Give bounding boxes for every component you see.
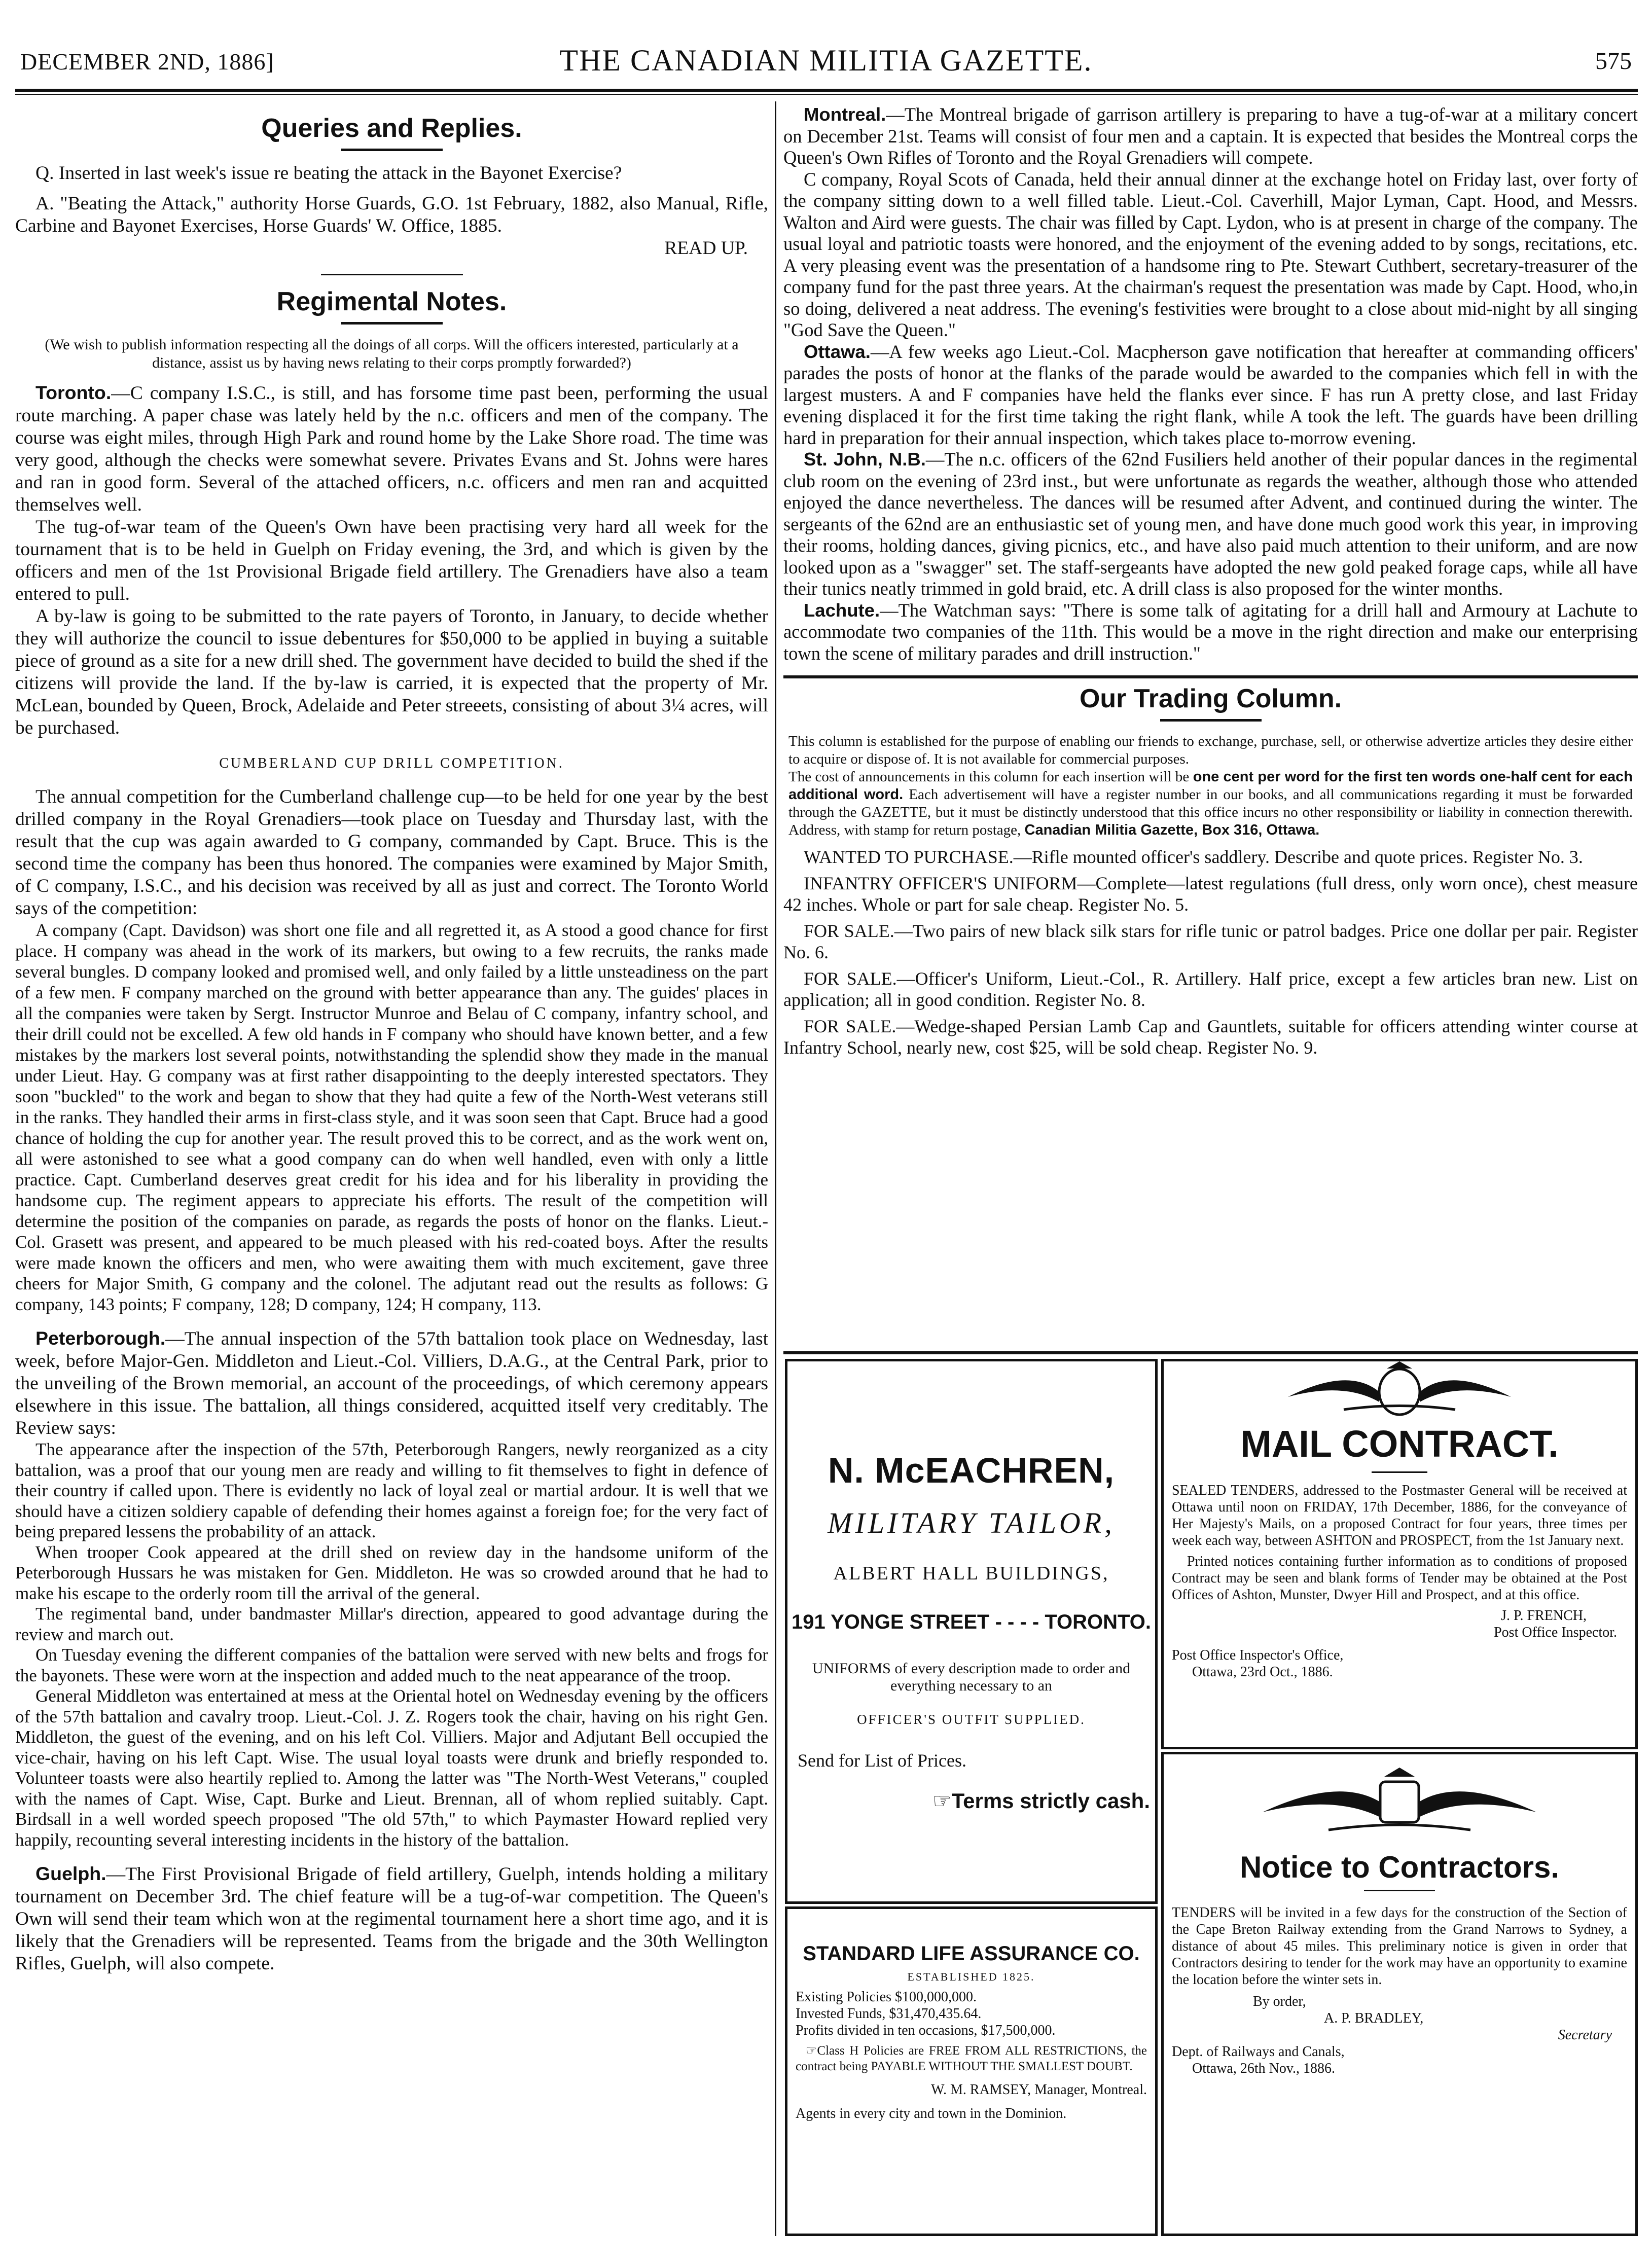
header-rule — [15, 89, 1638, 92]
contractors-dept: Dept. of Railways and Canals, — [1172, 2044, 1345, 2060]
contractors-date: Ottawa, 26th Nov., 1886. — [1192, 2061, 1336, 2076]
cup-quote-paragraph: A company (Capt. Davidson) was short one file and all regretted it, as A stood a good chance for first place. H company was ahead in the work of its markers, but owing to a few recruits, the ranks made several bungles. D company looked and promised well, and only failed by a little unsteadiness on the part of a few men. F company marched on the ground with better appearance than any. The guides' places in all the companies were taken by Sergt. Instructor Munroe and Belau of C company, infantry school, and their drill could not be excelled. A few old hands in F company who should have known better, and a few mistakes by the markers lost several points, notwithstanding the splendid show they made in the manual under Lieut. Hay. G company was at first rather disappointing to the deeply interested spectators. They soon "buckled" to the work and began to show that they had quite a few of the North-West veterans still in the ranks. They handled their arms in first-class style, and it was soon seen that Capt. Bruce had a good chance of holding the cup for another year. The result proved this to be correct, and as the work went on, all were astonished to see what a good company can do when well handled, even with only a little practice. Capt. Cumberland deserves great credit for his idea and for his liberality in providing the handsome cup. The regiment appears to appreciate his efforts. The result of the competition will determine the position of the companies on parade, as regards the posts of honor on the flanks. Lieut.-Col. Grasett was present, and appeared to be much pleased with his red-coated boys. After the results were made known the officers and men, who were awaiting them with much excitement, gave three cheers for Major Smith, G company and the colonel. The adjutant read out the results as follows: G company, 143 points; F company, 128; D company, 124; H company, 113. — [15, 920, 768, 1314]
contractors-ad — [1161, 1752, 1638, 2236]
right-column — [783, 104, 1638, 1058]
peterborough-paragraph: Peterborough.—The annual inspection of the 57th battalion took place on Wednesday, last week, before Major-Gen. Middleton and Lieut.-Col. Villiers, D.A.G., at the Central Park, prior to the unveiling of the Brown memorial, an account of the proceedings, of which ceremony appears elsewhere in this issue. The battalion, all things considered, acquitted itself very creditably. The Review says: — [15, 1327, 768, 1438]
trading-rule — [783, 675, 1638, 678]
life-heading: STANDARD LIFE ASSURANCE CO. — [803, 1942, 1140, 1965]
cup-paragraph: The annual competition for the Cumberland challenge cup—to be held for one year by the best drilled company in the Royal Grenadiers—took place on Tuesday and Thursday last, with the result that the cup was again awarded to G company, commanded by Capt. Bruce. This is the second time the company has been thus honored. The companies were examined by Major Smith, of C company, I.S.C., and his decision was received by all as just and correct. The Toronto World says of the competition: — [15, 786, 768, 919]
query-question: Q. Inserted in last week's issue re beating the attack in the Bayonet Exercise? — [35, 163, 622, 184]
cumberland-subheading: CUMBERLAND CUP DRILL COMPETITION. — [219, 755, 564, 771]
pointing-hand-icon: ☞ — [932, 1789, 952, 1813]
regimental-note: (We wish to publish information respecting all the doings of all corps. Will the officers interested, particularly at a distance, assist us by having news relating to their corps promptly forwarded?) — [45, 336, 739, 371]
place-toronto: Toronto. — [35, 382, 112, 403]
section-rule — [321, 274, 463, 275]
montreal-paragraph: Montreal.—The Montreal brigade of garrison artillery is preparing to have a tug-of-war at a military concert on December 21st. Teams will consist of four men and a captain. It is expected that besides the Montreal corps the Queen's Own Rifles of Toronto and the Royal Grenadiers will compete. — [783, 104, 1638, 168]
heading-rule — [1160, 719, 1262, 722]
tailor-terms: ☞Terms strictly cash. — [932, 1789, 1150, 1813]
mail-office: Post Office Inspector's Office, — [1172, 1647, 1344, 1663]
mail-paragraph: SEALED TENDERS, addressed to the Postmaster General will be received at Ottawa until noon on FRIDAY, 17th December, 1886, for the conveyance of Her Majesty's Mails, on a proposed Contract for four years, three times per week each way, between ASHTON and PROSPECT, from the 1st January next. — [1172, 1483, 1627, 1549]
regimental-heading: Regimental Notes. — [276, 287, 507, 316]
place-lachute: Lachute. — [804, 599, 880, 621]
tailor-building: ALBERT HALL BUILDINGS, — [833, 1563, 1109, 1584]
royal-arms-icon — [1268, 1361, 1531, 1417]
contractors-heading: Notice to Contractors. — [1239, 1850, 1560, 1884]
heading-rule — [1372, 1471, 1427, 1473]
trading-item: FOR SALE.—Wedge-shaped Persian Lamb Cap and Gauntlets, suitable for officers attending winter course at Infantry School, nearly new, cost $25, will be sold cheap. Register No. 9. — [783, 1016, 1638, 1058]
life-agents: Agents in every city and town in the Dominion. — [796, 2106, 1067, 2121]
tailor-street: 191 YONGE STREET - - - - TORONTO. — [791, 1611, 1151, 1633]
peterborough-quote-3: The regimental band, under bandmaster Millar's direction, appeared to good advantage during the review and march out. — [15, 1604, 768, 1644]
mail-heading: MAIL CONTRACT. — [1240, 1423, 1559, 1465]
page-number: 575 — [1595, 48, 1632, 75]
life-line: Profits divided in ten occasions, $17,500,000. — [796, 2023, 1056, 2038]
place-guelph: Guelph. — [35, 1863, 106, 1884]
left-column — [15, 104, 768, 1975]
mail-contract-ad — [1161, 1359, 1638, 1749]
tailor-ad — [785, 1359, 1158, 1904]
mail-signature-title: Post Office Inspector. — [1494, 1625, 1617, 1640]
publication-title: THE CANADIAN MILITIA GAZETTE. — [559, 44, 1093, 77]
life-established: ESTABLISHED 1825. — [907, 1970, 1035, 1983]
peterborough-quote-1: The appearance after the inspection of the 57th, Peterborough Rangers, newly reorganized as a city battalion, was a proof that our young men are ready and willing to fit themselves to fight in defence of their country if called upon. There is evidently no lack of loyal zeal or martial ardour. It is well that we should have a citizen soldiery capable of defending their homes against a foreign foe; for the very fact of being prepared lessens the probability of an attack. — [15, 1439, 768, 1541]
life-line: Invested Funds, $31,470,435.64. — [796, 2006, 982, 2022]
page-header — [20, 43, 1632, 89]
toronto-bylaw-paragraph: A by-law is going to be submitted to the rate payers of Toronto, in January, to decide whether they will authorize the council to issue debentures for $50,000 to be applied in buying a suitable piece of ground as a site for a new drill shed. The government have decided to build the shed if the citizens will provide the land. If the by-law is carried, it is expected that the property of Mr. McLean, bounded by Queen, Brock, Adelaide and Peter streeets, consisting of about 3¼ acres, will be purchased. — [15, 606, 769, 738]
mail-paragraph: Printed notices containing further information as to conditions of proposed Contract may be seen and blank forms of Tender may be obtained at the Post Offices of Ashton, Munster, Dwyer Hill and Prospect, and at this office. — [1172, 1554, 1627, 1603]
header-rule-thin — [15, 94, 1638, 95]
query-answer: A. "Beating the Attack," authority Horse Guards, G.O. 1st February, 1882, also Manual, Rifle, Carbine and Bayonet Exercises, Horse Guards' W. Office, 1885. — [15, 193, 768, 236]
tailor-trade: MILITARY TAILOR, — [828, 1506, 1115, 1539]
trading-item: FOR SALE.—Two pairs of new black silk stars for rifle tunic or patrol badges. Price one dollar per pair. Register No. 6. — [783, 921, 1638, 962]
trading-item: INFANTRY OFFICER'S UNIFORM—Complete—latest regulations (full dress, only worn once), chest measure 42 inches. Whole or part for sale cheap. Register No. 5. — [783, 873, 1638, 915]
place-ottawa: Ottawa. — [804, 341, 871, 362]
trading-intro: This column is established for the purpose of enabling our friends to exchange, purchase, sell, or otherwise advertize articles they desire either to acquire or dispose of. It is not available for commercial purposes. — [788, 733, 1633, 767]
contractors-by-order: By order, — [1253, 1994, 1306, 2009]
place-st-john: St. John, N.B. — [804, 449, 926, 470]
trading-item: WANTED TO PURCHASE.—Rifle mounted officer's saddlery. Describe and quote prices. Register No. 3. — [804, 847, 1583, 867]
guelph-paragraph: Guelph.—The First Provisional Brigade of field artillery, Guelph, intends holding a military tournament on December 3rd. The chief feature will be a tug-of-war competition. The Queen's Own will send their team which won at the regimental tournament here a short time ago, and it is likely that the Grenadiers will be represented. Teams from the brigade and the 30th Wellington Rifles, Guelph, will also compete. — [15, 1863, 768, 1974]
ottawa-paragraph: Ottawa.—A few weeks ago Lieut.-Col. Macpherson gave notification that hereafter at commanding officers' parades the posts of honor at the flanks of the parade would be awarded to the companies which fell in with the largest musters. A and F companies have held the flanks ever since. F has run A pretty close, and last Friday evening displaced it for the first time taking the right flank, while A took the left. The guards have been drilling hard in preparation for their annual inspection, which takes place to-morrow evening. — [783, 341, 1638, 448]
peterborough-quote-2: When trooper Cook appeared at the drill shed on review day in the handsome uniform of the Peterborough Hussars he was mistaken for Gen. Middleton. He was so crowded around that he had to make his escape to the orderly room till the arrival of the general. — [15, 1542, 768, 1603]
peterborough-quote-5: General Middleton was entertained at mess at the Oriental hotel on Wednesday evening by the officers of the 57th battalion and cavalry troop. Lieut.-Col. J. Z. Rogers took the chair, having on his right Gen. Middleton, the guest of the evening, and on his left Col. Villiers. Major and Adjutant Bell occupied the vice-chair, having on his left Capt. Wise. The usual loyal toasts were drunk and briefly responded to. Volunteer toasts were also heartily replied to. Among the latter was "The North-West Veterans," coupled with the names of Capt. Wise, Capt. Burke and Lieut. Brennan, all of whom replied suitably. Capt. Birdsall in a well worded speech proposed "The old 57th," to which Paymaster Howard replied very happily, recounting several interesting incidents in the history of the battalion. — [15, 1686, 768, 1850]
trading-cost-note: The cost of announcements in this column for each insertion will be one cent per word for the first ten words one-half cent for each additional word. Each advertisement will have a register number in our books, and all communications regarding it must be forwarded through the GAZETTE, but it must be distinctly understood that this office incurs no other responsibility or liability in connection therewith. Address, with stamp for return postage, Canadian Militia Gazette, Box 316, Ottawa. — [788, 769, 1633, 838]
column-divider — [775, 101, 776, 2236]
heading-rule — [341, 149, 443, 151]
mail-signature-name: J. P. FRENCH, — [1501, 1608, 1587, 1624]
tailor-uniforms: UNIFORMS of every description made to order and everything necessary to an — [812, 1660, 1131, 1694]
toronto-tug-paragraph: The tug-of-war team of the Queen's Own have been practising very hard all week for the tournament that is to be held in Guelph on Friday evening, the 3rd, and which is given by the officers and men of the 1st Provisional Brigade field artillery. The Grenadiers have also a team entered to pull. — [15, 517, 768, 604]
tailor-list: Send for List of Prices. — [798, 1750, 966, 1771]
queries-heading: Queries and Replies. — [261, 114, 522, 143]
issue-date: DECEMBER 2ND, 1886] — [20, 49, 274, 75]
trading-heading: Our Trading Column. — [1079, 684, 1342, 713]
peterborough-quote-4: On Tuesday evening the different companies of the battalion were served with new belts and frogs for the bayonets. These were worn at the inspection and added much to the neat appearance of the troop. — [15, 1645, 768, 1685]
contractors-paragraph: TENDERS will be invited in a few days for the construction of the Section of the Cape Breton Railway extending from the Grand Narrows to Sydney, a distance of about 45 miles. This preliminary notice is given in order that Contractors desiring to tender for the work may have an opportunity to examine the location before the winter sets in. — [1172, 1905, 1627, 1988]
life-class-h: ☞Class H Policies are FREE FROM ALL RESTRICTIONS, the contract being PAYABLE WITHOUT THE SMALLEST DOUBT. — [796, 2044, 1147, 2073]
stjohn-paragraph: St. John, N.B.—The n.c. officers of the 62nd Fusiliers held another of their popular dances in the regimental club room on the evening of 23rd inst., but were unfortunate as regards the weather, although those who attended enjoyed the dance nevertheless. The dances will be resumed after Advent, and continued during the winter. The sergeants of the 62nd are an enthusiastic set of young men, and have done much good work this year, in improving their rooms, holding dances, giving picnics, etc., and have also paid much attention to their uniform, and are now looked upon as a "swagger" set. The staff-sergeants have adopted the new gold peaked forage caps, while all have their tunics neatly trimmed in gold braid, etc. A drill class is also proposed for the winter months. — [783, 449, 1638, 599]
toronto-paragraph: Toronto.—C company I.S.C., is still, and has forsome time past been, performing the usual route marching. A paper chase was lately held by the n.c. officers and men of the company. The course was eight miles, through High Park and round home by the Lake Shore road. The time was very good, although the checks were somewhat severe. Privates Evans and St. Johns were hares and ran in good form. Several of the attached officers, n.c. officers and men ran and acquitted themselves well. — [15, 382, 768, 515]
tailor-name: N. McEACHREN, — [828, 1451, 1115, 1490]
royal-arms-icon — [1247, 1767, 1552, 1838]
contractors-signature-name: A. P. BRADLEY, — [1324, 2010, 1424, 2026]
ads-rule — [783, 1351, 1638, 1354]
pointing-hand-icon: ☞ — [806, 2044, 817, 2058]
mail-date: Ottawa, 23rd Oct., 1886. — [1192, 1664, 1333, 1680]
life-assurance-ad — [785, 1906, 1158, 2236]
montreal-dinner-paragraph: C company, Royal Scots of Canada, held their annual dinner at the exchange hotel on Friday last, over forty of the company sitting down to a well filled table. Lieut.-Col. Caverhill, Major Lyman, Capt. Hood, and Messrs. Walton and Aird were guests. The chair was filled by Capt. Lydon, who is at present in charge of the company. The usual loyal and patriotic toasts were honored, and the enjoyment of the evening added to by songs, recitations, etc. A very pleasing event was the presentation of a handsome ring to Pte. Stewart Cuthbert, secretary-treasurer of the company fund for the past three years. At the chairman's request the presentation was made by Capt. Hood, who,in so doing, delivered a neat address. The evening's festivities were brought to a close about mid-night by all singing "God Save the Queen." — [783, 168, 1638, 340]
place-montreal: Montreal. — [804, 104, 886, 125]
tailor-outfit: OFFICER'S OUTFIT SUPPLIED. — [857, 1712, 1086, 1727]
heading-rule — [341, 322, 443, 325]
contractors-signature-title: Secretary — [1558, 2027, 1612, 2043]
query-signature: READ UP. — [664, 238, 748, 259]
place-peterborough: Peterborough. — [35, 1327, 166, 1349]
life-line: Existing Policies $100,000,000. — [796, 1989, 977, 2005]
lachute-paragraph: Lachute.—The Watchman says: "There is some talk of agitating for a drill hall and Armoury at Lachute to accommodate two companies of the 11th. This would be a move in the right direction and make our enterprising town the scene of military parades and drill instruction." — [783, 599, 1638, 664]
trading-item: FOR SALE.—Officer's Uniform, Lieut.-Col., R. Artillery. Half price, except a few articles bran new. List on application; all in good condition. Register No. 8. — [783, 968, 1638, 1010]
life-manager: W. M. RAMSEY, Manager, Montreal. — [931, 2082, 1147, 2098]
heading-rule — [1364, 1890, 1435, 1891]
